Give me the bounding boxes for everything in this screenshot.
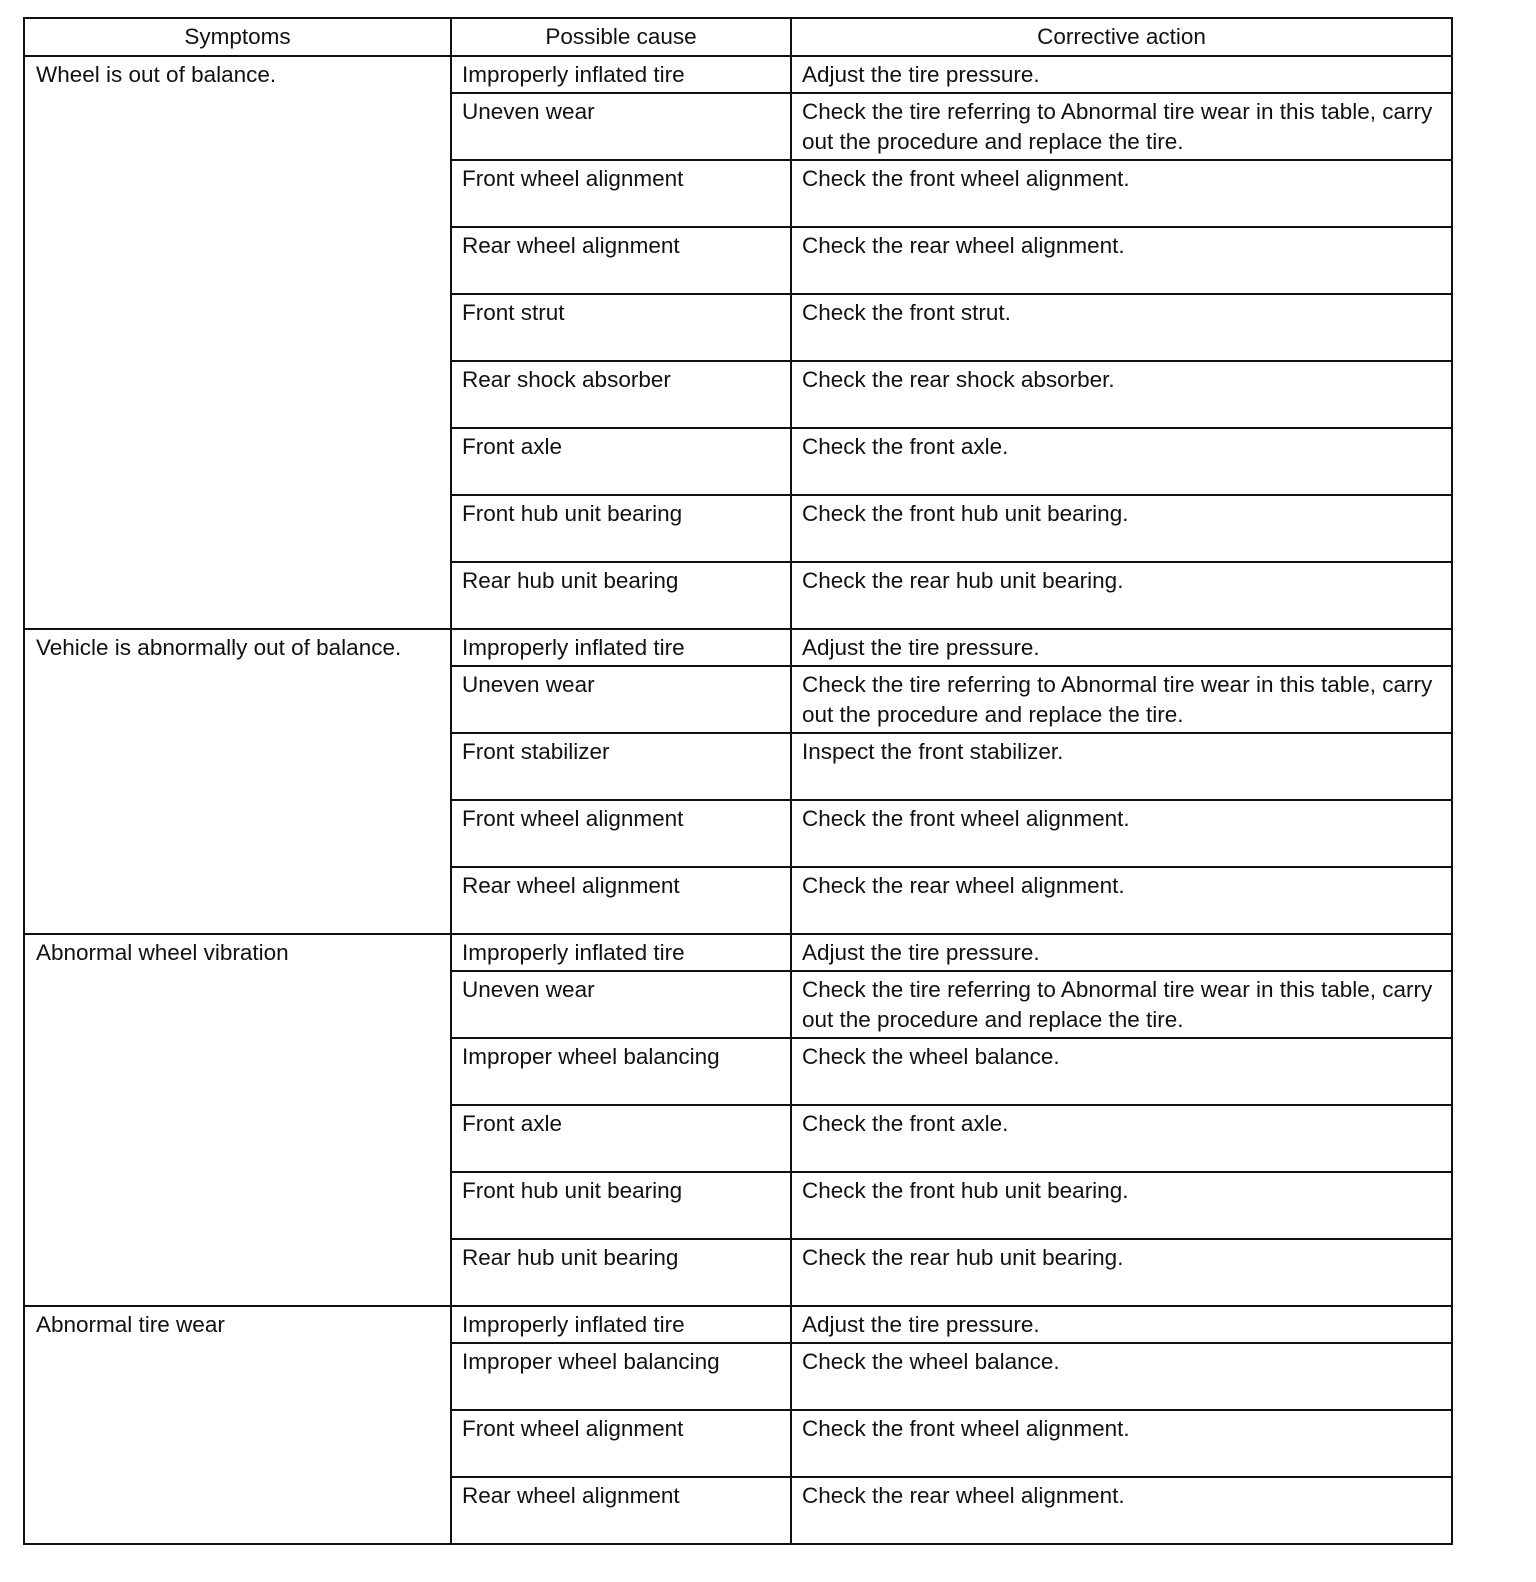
action-cell: Check the front wheel alignment. [791,1410,1452,1477]
troubleshooting-table [23,17,1453,1545]
action-cell: Check the tire referring to Abnormal tire wear in this table, carry out the procedure and replace the tire. [791,93,1452,160]
action-cell: Check the rear hub unit bearing. [791,1239,1452,1306]
action-cell: Check the tire referring to Abnormal tire wear in this table, carry out the procedure and replace the tire. [791,971,1452,1038]
action-cell: Adjust the tire pressure. [791,934,1452,971]
cause-cell: Rear shock absorber [451,361,791,428]
cause-cell: Front wheel alignment [451,800,791,867]
action-cell: Check the front wheel alignment. [791,800,1452,867]
cause-cell: Rear wheel alignment [451,1477,791,1544]
action-cell: Check the front axle. [791,1105,1452,1172]
action-cell: Check the front strut. [791,294,1452,361]
cause-cell: Rear hub unit bearing [451,1239,791,1306]
cause-cell: Improperly inflated tire [451,629,791,666]
symptom-cell: Abnormal wheel vibration [24,934,451,1306]
action-cell: Check the front hub unit bearing. [791,495,1452,562]
cause-cell: Front wheel alignment [451,160,791,227]
table-row [24,934,1452,971]
action-cell: Check the rear shock absorber. [791,361,1452,428]
action-cell: Check the rear hub unit bearing. [791,562,1452,629]
action-cell: Adjust the tire pressure. [791,629,1452,666]
cause-cell: Rear hub unit bearing [451,562,791,629]
header-row [24,18,1452,56]
action-cell: Check the rear wheel alignment. [791,867,1452,934]
cause-cell: Front hub unit bearing [451,495,791,562]
action-cell: Check the rear wheel alignment. [791,227,1452,294]
action-cell: Check the front axle. [791,428,1452,495]
cause-cell: Uneven wear [451,93,791,160]
table-body [24,56,1452,1544]
cause-cell: Improperly inflated tire [451,934,791,971]
table-row [24,629,1452,666]
action-cell: Check the front hub unit bearing. [791,1172,1452,1239]
action-cell: Adjust the tire pressure. [791,56,1452,93]
action-cell: Check the wheel balance. [791,1343,1452,1410]
cause-cell: Improperly inflated tire [451,56,791,93]
cause-cell: Improper wheel balancing [451,1343,791,1410]
action-cell: Check the tire referring to Abnormal tire wear in this table, carry out the procedure and replace the tire. [791,666,1452,733]
cause-cell: Front stabilizer [451,733,791,800]
cause-cell: Uneven wear [451,971,791,1038]
symptom-cell: Wheel is out of balance. [24,56,451,629]
header-possible-cause: Possible cause [451,18,791,56]
cause-cell: Front strut [451,294,791,361]
symptom-cell: Abnormal tire wear [24,1306,451,1544]
cause-cell: Rear wheel alignment [451,227,791,294]
action-cell: Check the wheel balance. [791,1038,1452,1105]
cause-cell: Front hub unit bearing [451,1172,791,1239]
table-row [24,1306,1452,1343]
cause-cell: Front axle [451,428,791,495]
table-row [24,56,1452,93]
header-corrective-action: Corrective action [791,18,1452,56]
header-symptoms: Symptoms [24,18,451,56]
action-cell: Check the rear wheel alignment. [791,1477,1452,1544]
action-cell: Adjust the tire pressure. [791,1306,1452,1343]
cause-cell: Improperly inflated tire [451,1306,791,1343]
action-cell: Check the front wheel alignment. [791,160,1452,227]
action-cell: Inspect the front stabilizer. [791,733,1452,800]
cause-cell: Front wheel alignment [451,1410,791,1477]
cause-cell: Improper wheel balancing [451,1038,791,1105]
cause-cell: Rear wheel alignment [451,867,791,934]
symptom-cell: Vehicle is abnormally out of balance. [24,629,451,934]
cause-cell: Front axle [451,1105,791,1172]
cause-cell: Uneven wear [451,666,791,733]
